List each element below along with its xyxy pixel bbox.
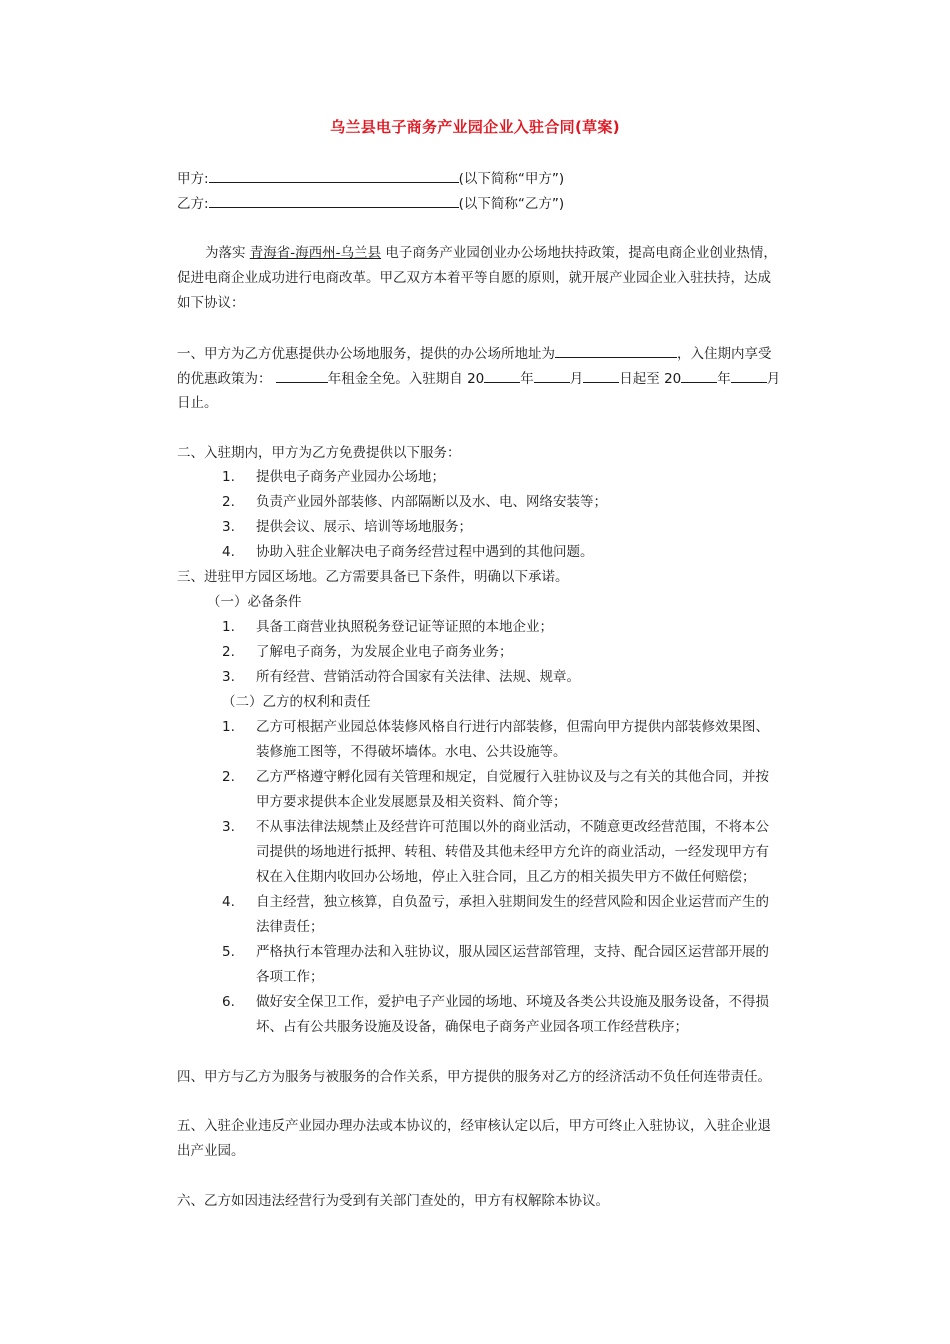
s1-year-label: 年	[520, 371, 534, 387]
party-b-suffix: (以下简称“乙方”)	[458, 196, 565, 212]
intro-line-2: 促进电商企业成功进行电商改革。甲乙双方本着平等自愿的原则，就开展产业园企业入驻扶持，达成	[177, 270, 771, 286]
s1-month-label: 月	[569, 371, 584, 387]
s1-address-blank	[555, 343, 677, 358]
s3-sub2-item-3-line-2: 司提供的场地进行抵押、转租、转借及其他未经甲方允许的商业活动，一经发现甲方有	[256, 844, 769, 860]
party-b-blank	[209, 193, 459, 208]
intro-post: 电子商务产业园创业办公场地扶持政策，提高电商企业创业热情，	[385, 245, 777, 261]
s1-line-1	[177, 343, 772, 364]
s1-start-month-blank	[534, 368, 570, 383]
s3-sub2-item-5-line-1: 严格执行本管理办法和入驻协议，服从园区运营部管理，支持、配合园区运营部开展的	[256, 944, 769, 960]
party-a-suffix: (以下简称“甲方”)	[458, 171, 565, 187]
s3-sub2-item-6-num: 6.	[222, 994, 235, 1010]
s3-sub2-item-5-num: 5.	[222, 944, 235, 960]
s3-heading: 三、进驻甲方园区场地。乙方需要具备已下条件，明确以下承诺。	[177, 569, 569, 585]
s6-paragraph: 六、乙方如因违法经营行为受到有关部门查处的，甲方有权解除本协议。	[177, 1193, 609, 1209]
party-a-label: 甲方:	[177, 171, 209, 187]
s3-sub2-item-6-line-1: 做好安全保卫工作，爱护电子产业园的场地、环境及各类公共设施及服务设备，不得损	[256, 994, 769, 1010]
s1-policy-label: 的优惠政策为：	[177, 371, 272, 387]
s3-sub1-item-2-num: 2.	[222, 644, 235, 660]
s2-item-1-text: 提供电子商务产业园办公场地；	[256, 469, 445, 485]
s3-sub2-item-3-line-3: 权在入住期内收回办公场地，停止入驻合同，且乙方的相关损失甲方不做任何赔偿；	[256, 869, 756, 885]
s2-item-3-text: 提供会议、展示、培训等场地服务；	[256, 519, 472, 535]
s3-sub1-item-1-text: 具备工商营业执照税务登记证等证照的本地企业；	[256, 619, 553, 635]
intro-line-1	[205, 243, 777, 263]
s3-sub2-item-4-line-2: 法律责任；	[256, 919, 324, 935]
s3-sub1-heading: （一）必备条件	[207, 594, 302, 610]
s3-sub2-item-6-line-2: 坏、占有公共服务设施及设备，确保电子商务产业园各项工作经营秩序；	[256, 1019, 688, 1035]
intro-pre: 为落实	[205, 245, 246, 261]
s3-sub1-item-3-text: 所有经营、营销活动符合国家有关法律、法规、规章。	[256, 669, 580, 685]
s1-end-month-blank	[731, 368, 767, 383]
party-a-blank	[209, 168, 459, 183]
s3-sub2-item-5-line-2: 各项工作；	[256, 969, 324, 985]
s3-sub2-item-2-num: 2.	[222, 769, 235, 785]
s1-end-year-label: 年	[717, 371, 731, 387]
s3-sub2-item-3-line-1: 不从事法律法规禁止及经营许可范围以外的商业活动，不随意更改经营范围，不将本公	[256, 819, 769, 835]
s3-sub2-item-2-line-2: 甲方要求提供本企业发展愿景及相关资料、简介等；	[256, 794, 567, 810]
s5-line-1: 五、入驻企业违反产业园办理办法或本协议的，经审核认定以后，甲方可终止入驻协议，入驻企业退	[177, 1118, 771, 1134]
s1-end-year-blank	[681, 368, 717, 383]
s3-sub2-heading: （二）乙方的权利和责任	[222, 694, 371, 710]
s3-sub2-item-1-num: 1.	[222, 719, 235, 735]
s3-sub2-item-4-line-1: 自主经营，独立核算，自负盈亏，承担入驻期间发生的经营风险和因企业运营而产生的	[256, 894, 769, 910]
s1-post: ，入住期内享受	[677, 346, 772, 362]
s3-sub2-item-4-num: 4.	[222, 894, 235, 910]
s1-start-day-blank	[583, 368, 619, 383]
s2-item-1-num: 1.	[222, 469, 235, 485]
s1-line-3: 日止。	[177, 395, 218, 411]
s1-start-label: 年租金全免。入驻期自 20	[327, 371, 485, 387]
s1-end-label: 日起至 20	[619, 371, 682, 387]
s2-heading: 二、入驻期内，甲方为乙方免费提供以下服务：	[177, 445, 461, 461]
s3-sub2-item-1-line-1: 乙方可根据产业园总体装修风格自行进行内部装修，但需向甲方提供内部装修效果图、	[256, 719, 769, 735]
s3-sub1-item-1-num: 1.	[222, 619, 235, 635]
s2-item-2-text: 负责产业园外部装修、内部隔断以及水、电、网络安装等；	[256, 494, 607, 510]
s3-sub2-item-3-num: 3.	[222, 819, 235, 835]
s2-item-4-text: 协助入驻企业解决电子商务经营过程中遇到的其他问题。	[256, 544, 594, 560]
s3-sub1-item-3-num: 3.	[222, 669, 235, 685]
s1-pre: 一、甲方为乙方优惠提供办公场地服务，提供的办公场所地址为	[177, 346, 555, 362]
s3-sub2-item-2-line-1: 乙方严格遵守孵化园有关管理和规定，自觉履行入驻协议及与之有关的其他合同，并按	[256, 769, 769, 785]
s3-sub2-item-1-line-2: 装修施工图等，不得破坏墙体。水电、公共设施等。	[256, 744, 567, 760]
s2-item-4-num: 4.	[222, 544, 235, 560]
s4-paragraph: 四、甲方与乙方为服务与被服务的合作关系，甲方提供的服务对乙方的经济活动不负任何连带责任。	[177, 1069, 771, 1085]
party-b-line	[177, 193, 564, 214]
party-b-label: 乙方:	[177, 196, 209, 212]
s1-line-2	[177, 368, 780, 389]
intro-location: 青海省-海西州-乌兰县	[249, 245, 382, 261]
intro-line-3: 如下协议：	[177, 295, 245, 311]
s5-line-2: 出产业园。	[177, 1143, 245, 1159]
s2-item-2-num: 2.	[222, 494, 235, 510]
s1-end-month-label: 月	[766, 371, 781, 387]
s1-years-blank	[276, 368, 328, 383]
document-title: 乌兰县电子商务产业园企业入驻合同(草案)	[330, 118, 620, 136]
s3-sub1-item-2-text: 了解电子商务，为发展企业电子商务业务；	[256, 644, 513, 660]
party-a-line	[177, 168, 564, 189]
s1-start-year-blank	[484, 368, 520, 383]
s2-item-3-num: 3.	[222, 519, 235, 535]
